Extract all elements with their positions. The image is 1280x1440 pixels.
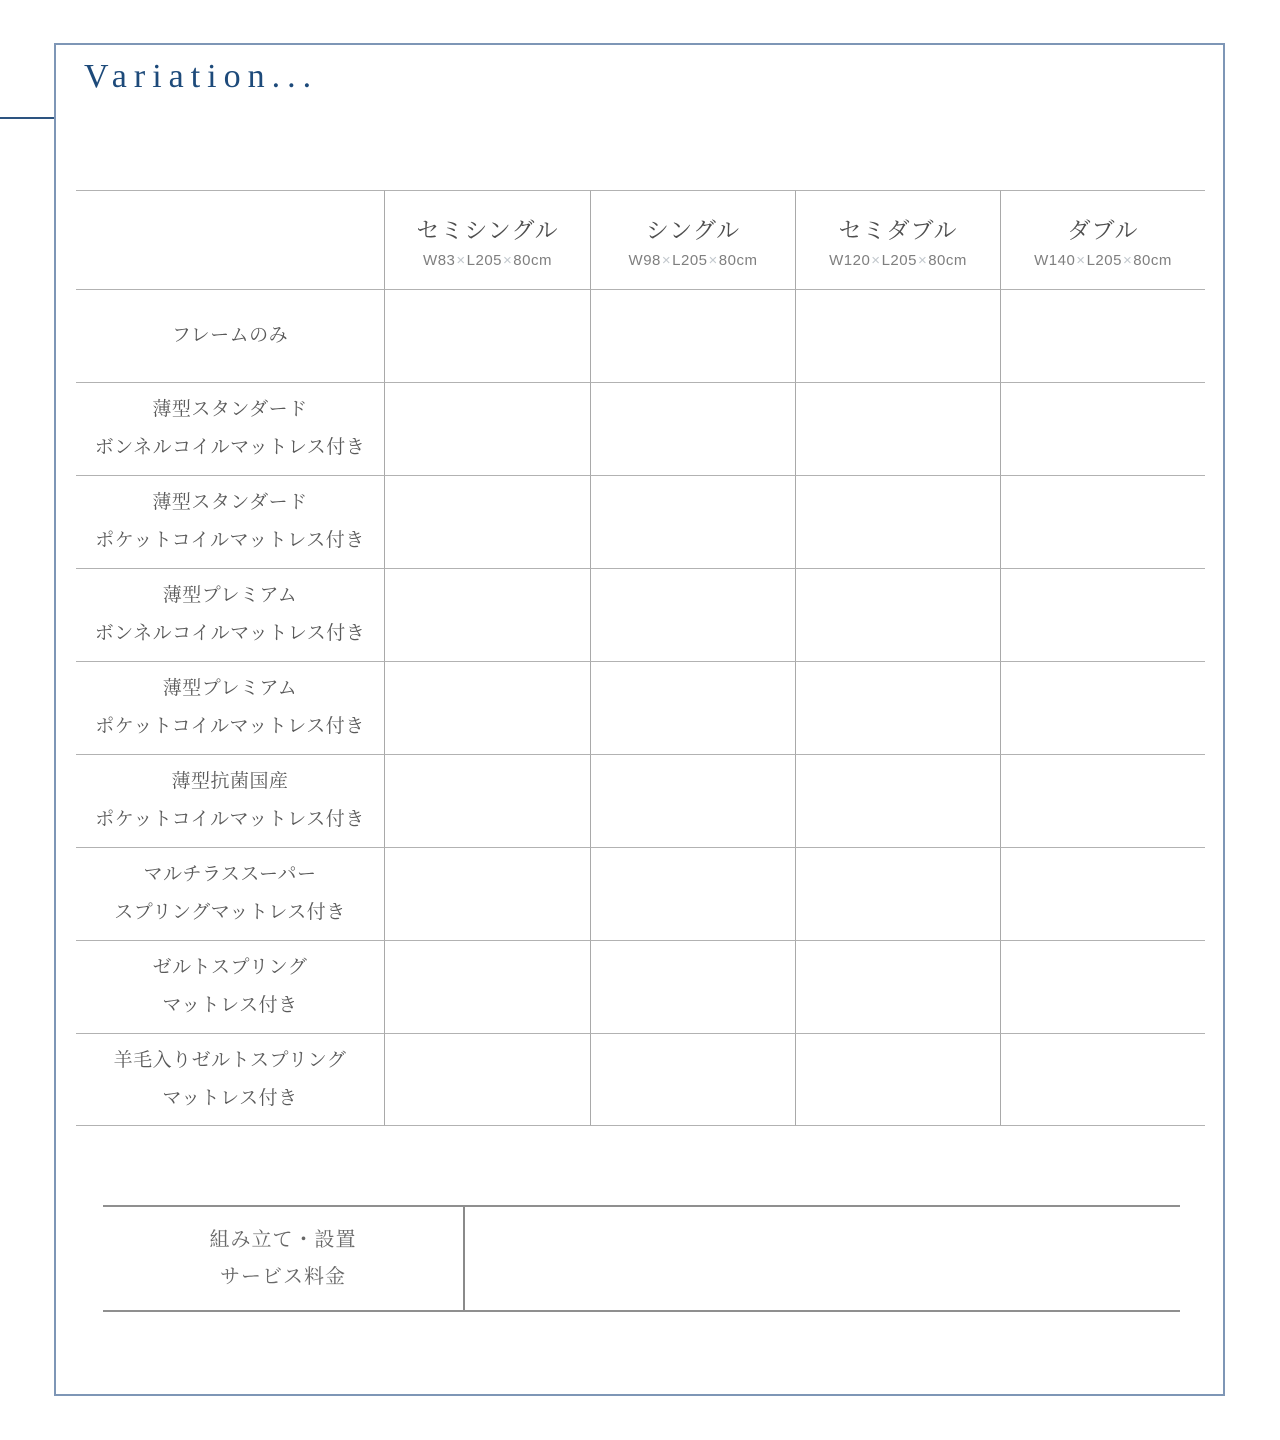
data-cell-r6-c3 [1000, 847, 1205, 940]
table-corner-cell [76, 190, 384, 289]
data-cell-r2-c1 [590, 475, 795, 568]
multiply-sign: × [661, 251, 672, 269]
page-title: Variation... [84, 58, 319, 95]
column-header-label: セミダブル [838, 216, 958, 243]
data-cell-r1-c0 [384, 382, 590, 475]
data-cell-r3-c0 [384, 568, 590, 661]
row-label-text: マルチラススーパー スプリングマットレス付き [114, 864, 346, 923]
row-label-8 [76, 1033, 384, 1126]
data-cell-r4-c0 [384, 661, 590, 754]
data-cell-r3-c3 [1000, 568, 1205, 661]
data-cell-r6-c0 [384, 847, 590, 940]
data-cell-r5-c2 [795, 754, 1000, 847]
row-label-text: 羊毛入りゼルトスプリング マットレス付き [113, 1049, 347, 1109]
row-label-0 [76, 289, 384, 382]
column-header-2 [795, 190, 1000, 289]
row-label-text: 薄型プレミアム ポケットコイルマットレス付き [95, 678, 365, 737]
data-cell-r8-c0 [384, 1033, 590, 1126]
row-label-text: 薄型スタンダード ボンネルコイルマットレス付き [94, 399, 366, 458]
data-cell-r0-c0 [384, 289, 590, 382]
data-cell-r1-c1 [590, 382, 795, 475]
data-cell-r4-c3 [1000, 661, 1205, 754]
data-cell-r7-c3 [1000, 940, 1205, 1033]
data-cell-r7-c0 [384, 940, 590, 1033]
data-cell-r8-c2 [795, 1033, 1000, 1126]
data-cell-r0-c1 [590, 289, 795, 382]
row-label-6 [76, 847, 384, 940]
data-cell-r2-c3 [1000, 475, 1205, 568]
column-header-dimensions: W120×L205×80cm [829, 251, 967, 269]
data-cell-r3-c2 [795, 568, 1000, 661]
multiply-sign: × [917, 251, 928, 269]
multiply-sign: × [871, 251, 881, 269]
column-header-dimensions: W140×L205×80cm [1034, 251, 1172, 269]
column-header-label: ダブル [1067, 216, 1139, 243]
multiply-sign: × [708, 251, 718, 269]
row-label-text: フレームのみ [171, 325, 289, 346]
data-cell-r1-c2 [795, 382, 1000, 475]
data-cell-r7-c1 [590, 940, 795, 1033]
row-label-1 [76, 382, 384, 475]
row-label-text: 薄型スタンダード ポケットコイルマットレス付き [95, 492, 365, 551]
row-label-2 [76, 475, 384, 568]
data-cell-r4-c2 [795, 661, 1000, 754]
row-label-3 [76, 568, 384, 661]
data-cell-r5-c0 [384, 754, 590, 847]
multiply-sign: × [1076, 251, 1086, 269]
data-cell-r2-c2 [795, 475, 1000, 568]
row-label-text: 薄型プレミアム ボンネルコイルマットレス付き [94, 585, 366, 644]
row-label-7 [76, 940, 384, 1033]
column-header-1 [590, 190, 795, 289]
data-cell-r0-c2 [795, 289, 1000, 382]
service-fee-section [103, 1205, 1180, 1312]
data-cell-r6-c2 [795, 847, 1000, 940]
data-cell-r3-c1 [590, 568, 795, 661]
multiply-sign: × [503, 251, 513, 269]
column-header-3 [1000, 190, 1205, 289]
multiply-sign: × [1122, 251, 1133, 269]
data-cell-r5-c3 [1000, 754, 1205, 847]
data-cell-r1-c3 [1000, 382, 1205, 475]
row-label-text: ゼルトスプリング マットレス付き [152, 957, 308, 1016]
service-fee-label-line2: サービス料金 [220, 1265, 346, 1288]
row-label-4 [76, 661, 384, 754]
data-cell-r5-c1 [590, 754, 795, 847]
column-header-label: セミシングル [416, 216, 559, 243]
data-cell-r0-c3 [1000, 289, 1205, 382]
row-label-text: 薄型抗菌国産 ポケットコイルマットレス付き [95, 771, 365, 830]
data-cell-r4-c1 [590, 661, 795, 754]
data-cell-r6-c1 [590, 847, 795, 940]
column-header-dimensions: W83×L205×80cm [423, 251, 552, 269]
data-cell-r8-c1 [590, 1033, 795, 1126]
data-cell-r7-c2 [795, 940, 1000, 1033]
multiply-sign: × [456, 251, 466, 269]
data-cell-r2-c0 [384, 475, 590, 568]
column-header-label: シングル [645, 216, 741, 243]
column-header-dimensions: W98×L205×80cm [628, 251, 758, 269]
data-cell-r8-c3 [1000, 1033, 1205, 1126]
column-header-0 [384, 190, 590, 289]
service-fee-label [103, 1207, 465, 1310]
row-label-5 [76, 754, 384, 847]
service-fee-label-line1: 組み立て・設置 [209, 1228, 357, 1251]
variation-table [76, 190, 1205, 1126]
service-fee-value-cell [465, 1207, 1180, 1310]
